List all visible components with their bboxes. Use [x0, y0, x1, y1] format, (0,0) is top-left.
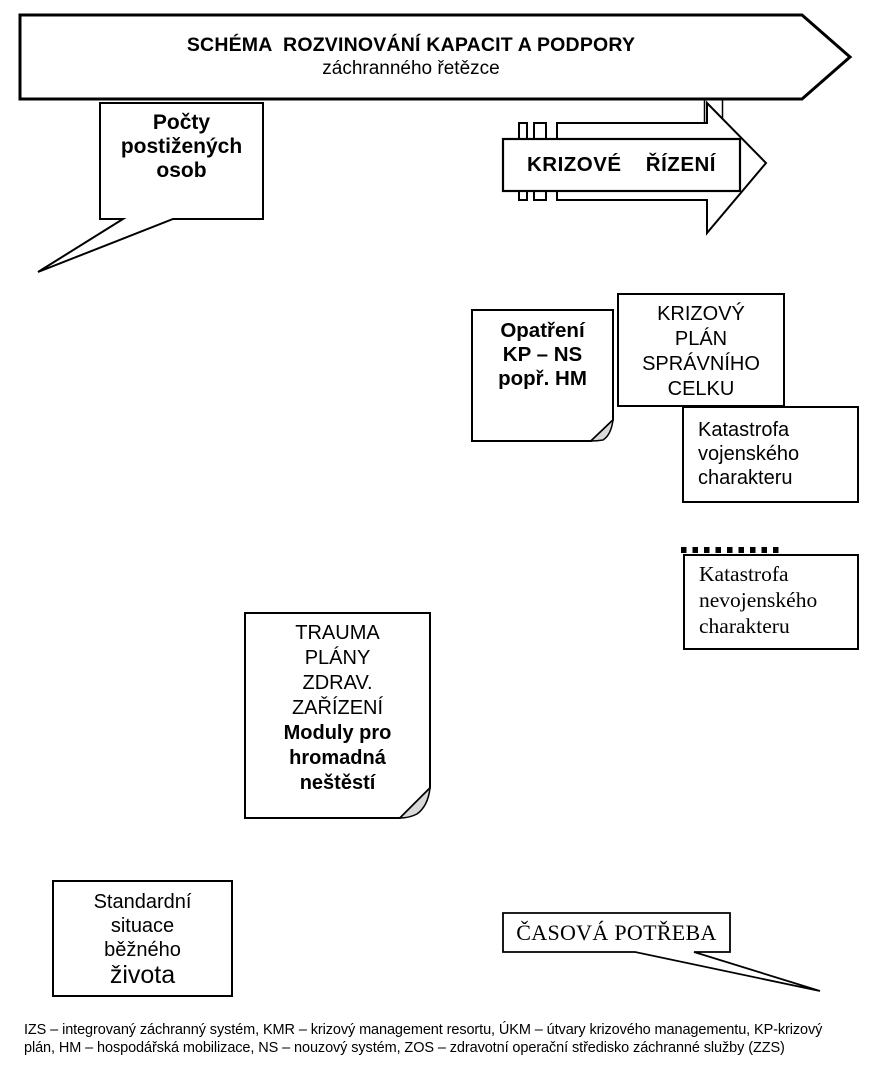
note-trauma-line-bold: neštěstí — [299, 772, 376, 794]
box-katastrofa-vojenskeho — [682, 406, 859, 503]
box-katastrofa-nevojenskeho-line: nevojenského — [699, 588, 818, 612]
box-krizovy-plan-line: SPRÁVNÍHO — [642, 353, 760, 375]
note-trauma-line-bold: hromadná — [289, 747, 386, 769]
box-katastrofa-vojenskeho-line: charakteru — [698, 467, 793, 489]
box-standardni-situace-line: běžného — [104, 939, 181, 961]
note-opatreni-line: Opatření — [500, 319, 585, 342]
note-trauma-line: ZAŘÍZENÍ — [291, 697, 384, 719]
box-standardni-situace-line-large: života — [109, 961, 176, 989]
note-opatreni-line: popř. HM — [498, 367, 587, 390]
note-trauma-text — [245, 621, 430, 796]
box-katastrofa-nevojenskeho-line: charakteru — [699, 614, 790, 638]
note-trauma-line: PLÁNY — [304, 647, 371, 669]
box-standardni-situace-line: Standardní — [93, 891, 192, 913]
note-trauma-line: TRAUMA — [295, 622, 380, 644]
callout-pocty-line: postižených — [120, 135, 243, 158]
note-opatreni-line: KP – NS — [502, 343, 583, 366]
note-trauma-line-bold: Moduly pro — [283, 722, 392, 744]
krizove-rizeni-label: KRIZOVÉ ŘÍZENÍ — [526, 153, 716, 176]
box-katastrofa-vojenskeho-line: vojenského — [698, 443, 800, 465]
box-krizovy-plan — [617, 293, 785, 407]
banner-subtitle: záchranného řetězce — [322, 58, 500, 79]
box-katastrofa-nevojenskeho — [683, 554, 859, 650]
callout-casova-label: ČASOVÁ POTŘEBA — [516, 919, 717, 945]
box-standardni-situace — [52, 880, 233, 997]
box-krizovy-plan-line: PLÁN — [674, 328, 728, 350]
legend-line: IZS – integrovaný záchranný systém, KMR – krizový management resortu, ÚKM – útvary krizového managementu, KP-krizový — [24, 1022, 823, 1038]
box-katastrofa-nevojenskeho-line: Katastrofa — [699, 562, 789, 586]
note-trauma-line: ZDRAV. — [302, 672, 373, 694]
box-standardni-situace-line: situace — [110, 915, 175, 937]
callout-pocty-line: Počty — [152, 111, 211, 134]
note-opatreni-text — [472, 319, 613, 391]
callout-pocty-line: osob — [156, 159, 207, 182]
banner-title: SCHÉMA ROZVINOVÁNÍ KAPACIT A PODPORY — [186, 34, 636, 56]
box-krizovy-plan-line: KRIZOVÝ — [657, 303, 745, 325]
box-krizovy-plan-line: CELKU — [667, 378, 735, 400]
legend-text — [24, 1022, 864, 1057]
callout-pocty-text — [100, 111, 263, 183]
banner-text — [20, 33, 802, 80]
box-katastrofa-vojenskeho-line: Katastrofa — [698, 419, 790, 441]
legend-line: plán, HM – hospodářská mobilizace, NS – nouzový systém, ZOS – zdravotní operační středisko záchranné služby (ZZS) — [24, 1039, 785, 1056]
